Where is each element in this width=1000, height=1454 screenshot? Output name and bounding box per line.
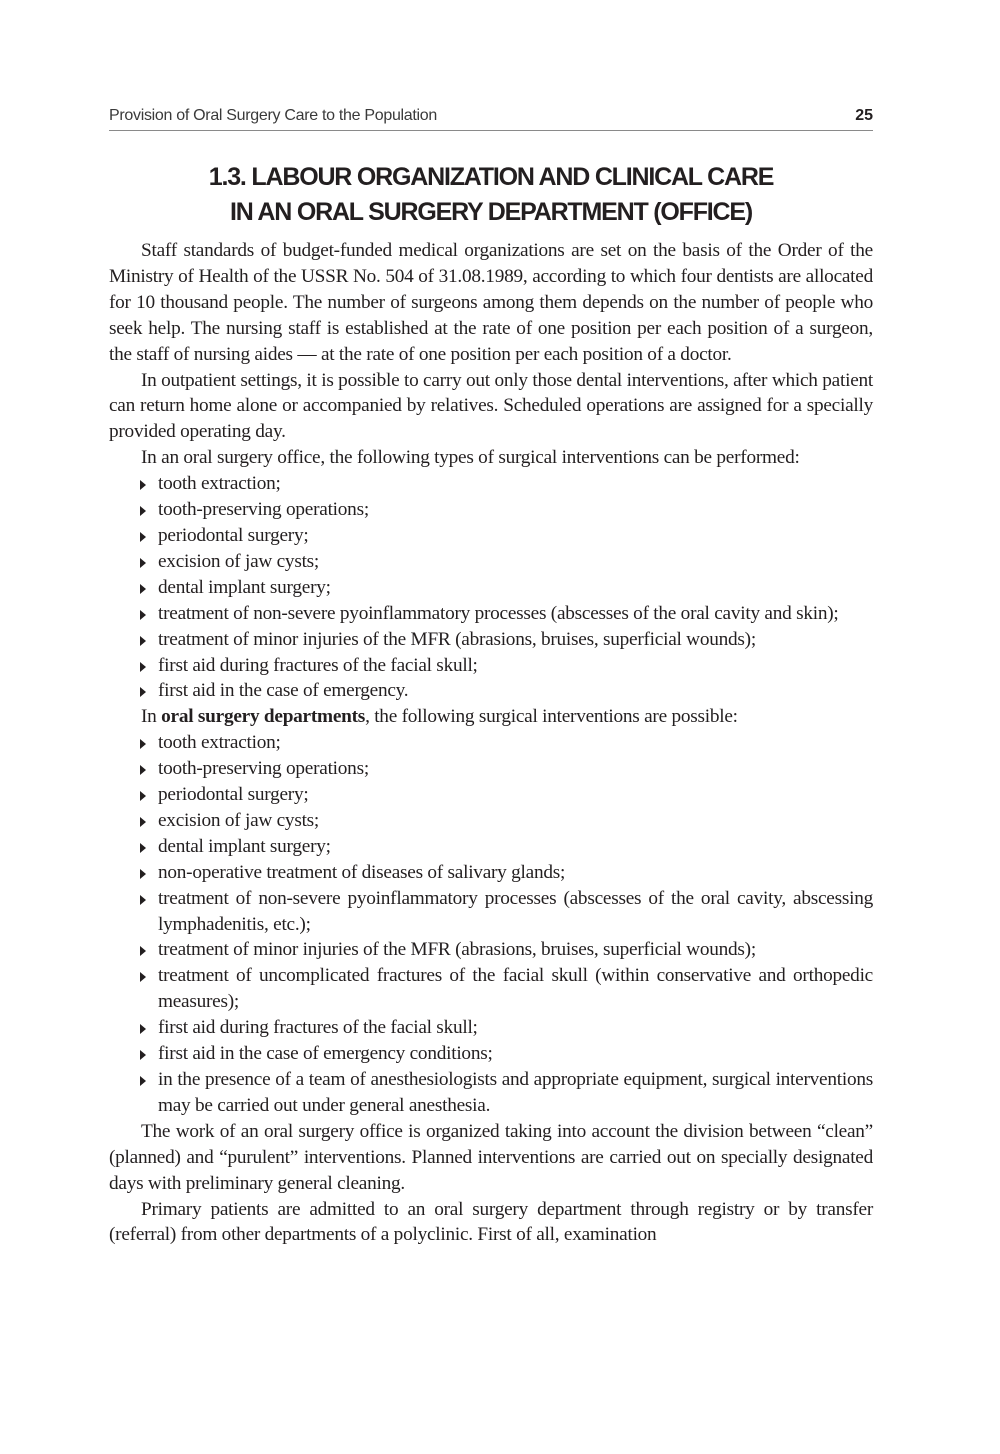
list-item: treatment of non-severe pyoinflammatory processes (abscesses of the oral cavity, abscessing lymphadenitis, etc.);: [158, 886, 873, 938]
bullet-icon: [140, 532, 146, 542]
list-item: tooth extraction;: [158, 730, 873, 756]
list-item: periodontal surgery;: [158, 523, 873, 549]
department-interventions-list: [109, 730, 873, 1119]
bullet-icon: [140, 843, 146, 853]
paragraph-outpatient: In outpatient settings, it is possible to carry out only those dental interventions, after which patient can return home alone or accompanied by relatives. Scheduled operations are assigned for a specially provided operating day.: [109, 369, 873, 443]
section-heading-line-1: 1.3. LABOUR ORGANIZATION AND CLINICAL CARE: [208, 163, 774, 191]
list-item: tooth extraction;: [158, 471, 873, 497]
bullet-icon: [140, 1050, 146, 1060]
bullet-icon: [140, 791, 146, 801]
body-text: [109, 238, 873, 1248]
bullet-icon: [140, 1076, 146, 1086]
bullet-icon: [140, 610, 146, 620]
bullet-icon: [140, 817, 146, 827]
bullet-icon: [140, 687, 146, 697]
list-item: tooth-preserving operations;: [158, 497, 873, 523]
list-item: non-operative treatment of diseases of salivary glands;: [158, 860, 873, 886]
list-item: dental implant surgery;: [158, 834, 873, 860]
list-item: first aid in the case of emergency.: [158, 678, 873, 704]
paragraph-office-intro: In an oral surgery office, the following types of surgical interventions can be performed:: [141, 447, 800, 469]
bullet-icon: [140, 480, 146, 490]
bullet-icon: [140, 895, 146, 905]
list-item: first aid during fractures of the facial skull;: [158, 653, 873, 679]
bullet-icon: [140, 662, 146, 672]
page-number: 25: [855, 107, 873, 124]
list-item: first aid in the case of emergency conditions;: [158, 1041, 873, 1067]
bullet-icon: [140, 636, 146, 646]
running-head-title: Provision of Oral Surgery Care to the Population: [109, 107, 437, 124]
list-item: excision of jaw cysts;: [158, 808, 873, 834]
office-interventions-list: [109, 471, 873, 704]
list-item: in the presence of a team of anesthesiologists and appropriate equipment, surgical interventions may be carried out under general anesthesia.: [158, 1067, 873, 1119]
paragraph-staff-standards: Staff standards of budget-funded medical organizations are set on the basis of the Order of the Ministry of Health of the USSR No. 504 of 31.08.1989, according to which four dentists are allocated for 10 thousand people. The number of surgeons among them depends on the number of people who seek help. The nursing staff is established at the rate of one position per each position of a surgeon, the staff of nursing aides — at the rate of one position per each position of a doctor.: [109, 240, 873, 365]
section-heading: [109, 160, 873, 230]
bullet-icon: [140, 869, 146, 879]
list-item: treatment of non-severe pyoinflammatory processes (abscesses of the oral cavity and skin);: [158, 601, 873, 627]
bullet-icon: [140, 739, 146, 749]
bullet-icon: [140, 584, 146, 594]
list-item: periodontal surgery;: [158, 782, 873, 808]
list-item: treatment of minor injuries of the MFR (abrasions, bruises, superficial wounds);: [158, 937, 873, 963]
list-item: tooth-preserving operations;: [158, 756, 873, 782]
paragraph-primary-patients: Primary patients are admitted to an oral surgery department through registry or by transfer (referral) from other departments of a polyclinic. First of all, examination: [109, 1198, 873, 1246]
bullet-icon: [140, 506, 146, 516]
bullet-icon: [140, 972, 146, 982]
list-item: excision of jaw cysts;: [158, 549, 873, 575]
list-item: treatment of uncomplicated fractures of the facial skull (within conservative and orthopedic measures);: [158, 963, 873, 1015]
bullet-icon: [140, 765, 146, 775]
paragraph-department-intro: In oral surgery departments, the following surgical interventions are possible:: [141, 706, 738, 728]
list-item: first aid during fractures of the facial skull;: [158, 1015, 873, 1041]
bullet-icon: [140, 1024, 146, 1034]
list-item: dental implant surgery;: [158, 575, 873, 601]
bold-term: oral surgery departments: [161, 706, 366, 728]
section-heading-line-2: IN AN ORAL SURGERY DEPARTMENT (OFFICE): [229, 198, 752, 226]
running-head: [109, 106, 873, 131]
bullet-icon: [140, 558, 146, 568]
paragraph-work-organization: The work of an oral surgery office is organized taking into account the division between “clean” (planned) and “purulent” interventions. Planned interventions are carried out on specially designated days with preliminary general cleaning.: [109, 1120, 873, 1194]
list-item: treatment of minor injuries of the MFR (abrasions, bruises, superficial wounds);: [158, 627, 873, 653]
bullet-icon: [140, 946, 146, 956]
